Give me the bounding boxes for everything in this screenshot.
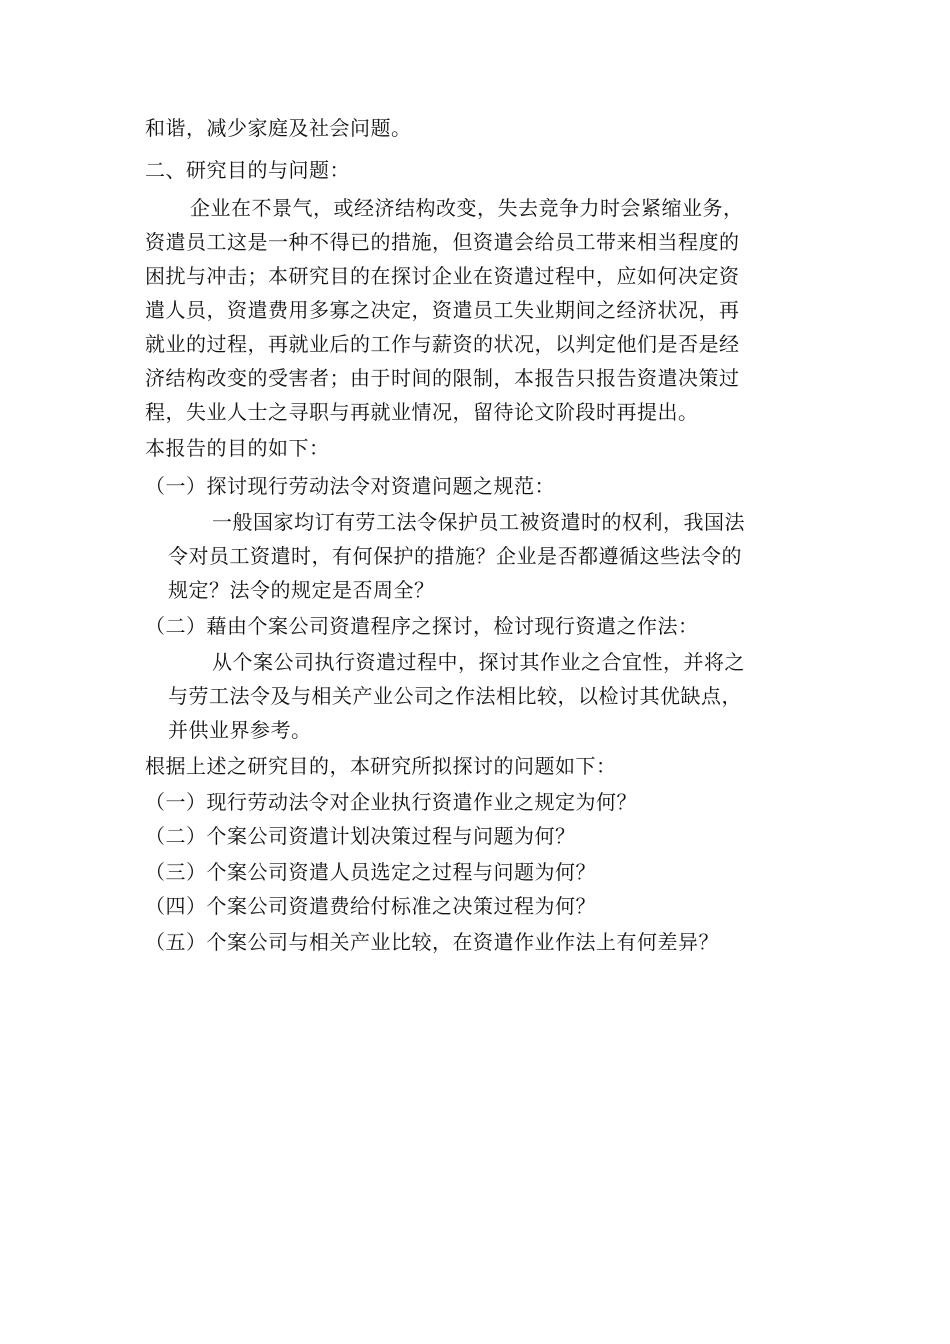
question-item: （一）现行劳动法令对企业执行资遣作业之规定为何？ [145,790,637,814]
section-heading: 二、研究目的与问题： [145,158,350,182]
intro-paragraph-line: 企业在不景气，或经济结构改变，失去竞争力时会紧缩业务， [190,196,744,220]
question-item: （四）个案公司资遣费给付标准之决策过程为何？ [145,894,596,918]
purpose-1-body-line: 令对员工资遣时，有何保护的措施？企业是否都遵循这些法令的 [168,544,742,568]
intro-paragraph-line: 济结构改变的受害者；由于时间的限制，本报告只报告资遣决策过 [145,366,740,390]
intro-paragraph-line: 程，失业人士之寻职与再就业情况，留待论文阶段时再提出。 [145,400,699,424]
question-item: （五）个案公司与相关产业比较，在资遣作业作法上有何差异？ [145,930,719,954]
purpose-1-body-line: 规定？法令的规定是否周全？ [168,578,435,602]
purpose-1-body-line: 一般国家均订有劳工法令保护员工被资遣时的权利，我国法 [212,510,745,534]
purpose-1-heading: （一）探讨现行劳动法令对资遣问题之规范： [145,474,555,498]
purpose-2-heading: （二）藉由个案公司资遣程序之探讨，检讨现行资遣之作法： [145,614,699,638]
question-item: （二）个案公司资遣计划决策过程与问题为何？ [145,824,576,848]
purpose-2-body-line: 并供业界参考。 [168,718,312,742]
intro-paragraph-line: 遣人员，资遣费用多寡之决定，资遣员工失业期间之经济状况，再 [145,298,740,322]
continuation-line: 和谐，减少家庭及社会问题。 [145,116,412,140]
question-item: （三）个案公司资遣人员选定之过程与问题为何？ [145,860,596,884]
intro-paragraph-line: 就业的过程，再就业后的工作与薪资的状况，以判定他们是否是经 [145,332,740,356]
purpose-heading: 本报告的目的如下： [145,436,330,460]
questions-heading: 根据上述之研究目的，本研究所拟探讨的问题如下： [145,754,617,778]
intro-paragraph-line: 资遣员工这是一种不得已的措施，但资遣会给员工带来相当程度的 [145,230,740,254]
purpose-2-body-line: 与劳工法令及与相关产业公司之作法相比较，以检讨其优缺点， [168,684,742,708]
purpose-2-body-line: 从个案公司执行资遣过程中，探讨其作业之合宜性，并将之 [212,650,745,674]
intro-paragraph-line: 困扰与冲击；本研究目的在探讨企业在资遣过程中，应如何决定资 [145,264,740,288]
